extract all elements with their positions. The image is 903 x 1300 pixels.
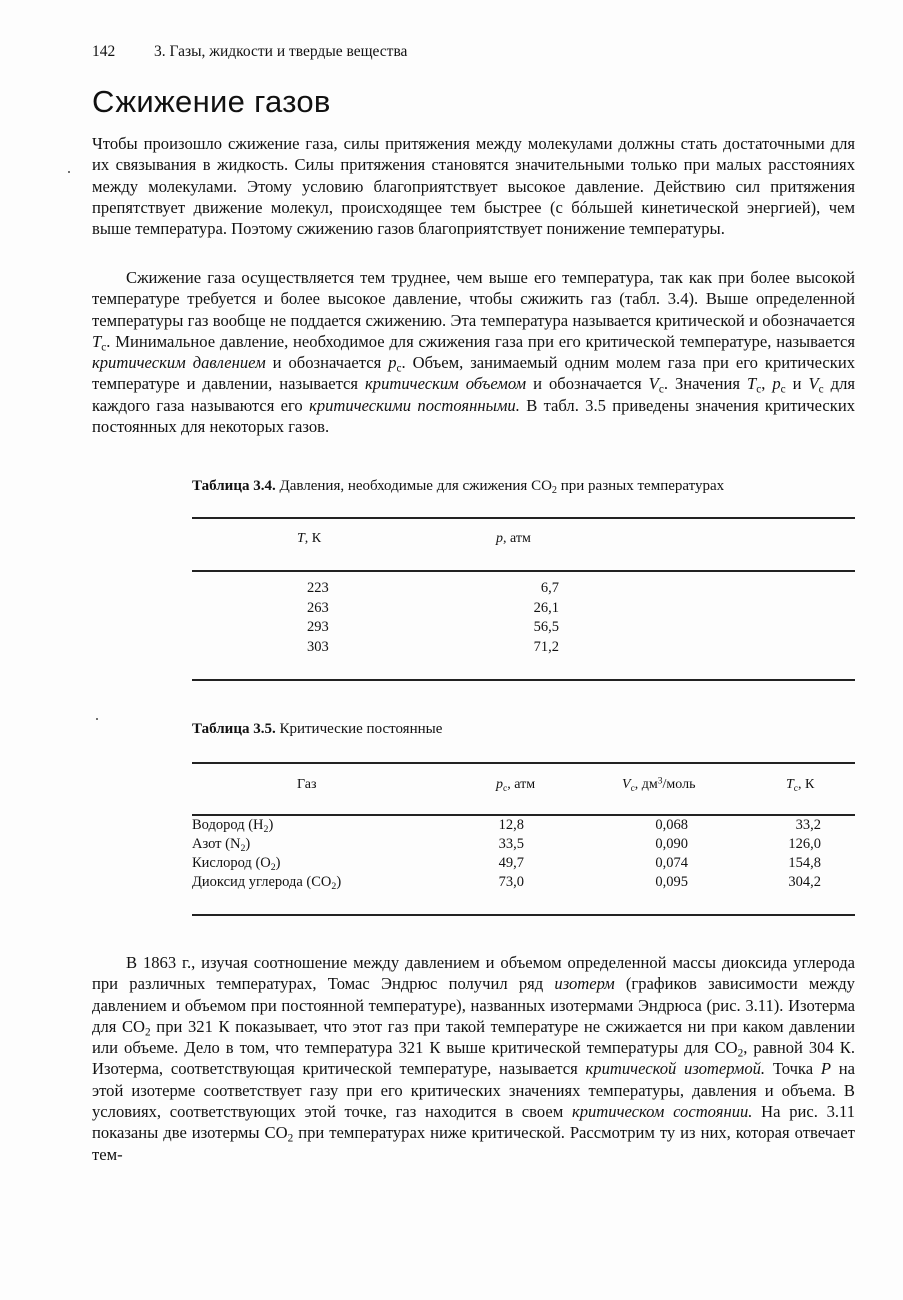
page-number: 142 — [92, 43, 116, 60]
paragraph-2: Сжижение газа осуществляется тем труднее, чем выше его температура, так как при более высокой температуре требуется и более высокое давление, чтобы сжижить газ (табл. 3.4). Выше определенной температуры газ вообще не поддается сжижению. Эта температура называется критической и обозначается $T_c$. Минимальное давление, необходимое для сжижения газа при его критической температуре, называется критическим давлением и обозначается $p_c$. Объем, занимаемый одним молем газа при его критических температуре и давлении, называется критическим объемом и обозначается $V_c$. Значения $T_c$, $p_c$ и $V_c$ для каждого газа называются его критическими постоянными. В табл. 3.5 приведены значения критических постоянных для некоторых газов. — [92, 268, 856, 437]
table-row: Кислород $(O_2)$ 49,7 0,074 154,8 — [192, 855, 821, 873]
paragraph-3: В 1863 г., изучая соотношение между давлением и объемом определенной массы диоксида углерода при различных температурах, Томас Эндрюс получил ряд изотерм (графиков зависимости между давлением и объемом при постоянной температуре), названных изотермами Эндрюса (рис. 3.11). Изотерма для $CO_2$ при 321 К показывает, что этот газ при такой температуре не сжижается ни при каком давлении или объеме. Дело в том, что температура 321 К выше критической температуры для $CO_2$, равной 304 К. Изотерма, соответствующая критической температуре, называется критической изотермой. Точка P на этой изотерме соответствует газу при его критических значениях температуры, давления и объема. В условиях, соответствующих этой точке, газ находится в своем критическом состоянии. На рис. 3.11 показаны две изотермы $CO_2$ при температурах ниже критической. Рассмотрим ту из них, которая отвечает тем- — [92, 953, 856, 1164]
term-critical-pressure: критическим давлением — [92, 353, 266, 373]
section-title: Сжижение газов — [92, 84, 331, 119]
term-critical-isotherm: критической изотермой. — [585, 1059, 766, 1079]
term-critical-state: критическом состоянии. — [571, 1102, 753, 1122]
table-3-5-header-rule — [192, 814, 855, 816]
table-3-4-bottom-rule — [192, 679, 855, 681]
term-critical-constants: критическими постоянными. — [309, 395, 520, 415]
term-isotherms: изотерм — [554, 974, 615, 994]
table-row: Водород $(H_2)$ 12,8 0,068 33,2 — [192, 817, 821, 835]
table-row: 263 26,1 — [307, 600, 559, 616]
table-row: Диоксид углерода $(CO_2)$ 73,0 0,095 304,2 — [192, 874, 821, 892]
table-3-4-caption: Таблица 3.4. Давления, необходимые для сжижения $CO_2$ при разных температурах — [192, 478, 725, 497]
table-row: 293 56,5 — [307, 619, 559, 635]
table-3-5-bottom-rule — [192, 914, 855, 916]
table-3-5-header-gas: Газ — [297, 777, 317, 792]
table-row: 223 6,7 — [307, 580, 559, 596]
table-3-5-caption: Таблица 3.5. Критические постоянные — [192, 721, 443, 737]
table-3-4-header-temperature: T, К — [297, 531, 322, 546]
chapter-title: 3. Газы, жидкости и твердые вещества — [154, 43, 408, 60]
table-3-5-header-pc: $p_c$, атм — [496, 777, 536, 794]
paragraph-1: Чтобы произошло сжижение газа, силы притяжения между молекулами должны стать достаточными для их связывания в жидкость. Силы притяжения становятся значительными только при малых расстояниях между молекулами. Этому условию благоприятствует высокое давление. Действию сил притяжения препятствует движение молекул, происходящее тем быстрее (с бóльшей кинетической энергией), чем выше температура. Поэтому сжижению газов благоприятствует понижение температуры. — [92, 134, 855, 239]
term-critical-volume: критическим объемом — [365, 374, 527, 394]
table-row: 303 71,2 — [307, 639, 559, 655]
margin-speck — [68, 171, 70, 173]
table-3-5-header-vc: $V_c$, $дм^3$/моль — [622, 776, 696, 794]
table-3-5-header-tc: $T_c$, К — [786, 777, 815, 794]
table-3-4-header-pressure: p, атм — [496, 531, 531, 546]
margin-speck — [96, 718, 98, 720]
table-3-4-top-rule — [192, 517, 855, 519]
table-3-5-top-rule — [192, 762, 855, 764]
table-3-4-header-rule — [192, 570, 855, 572]
running-head — [92, 43, 407, 61]
table-row: Азот $(N_2)$ 33,5 0,090 126,0 — [192, 836, 821, 854]
